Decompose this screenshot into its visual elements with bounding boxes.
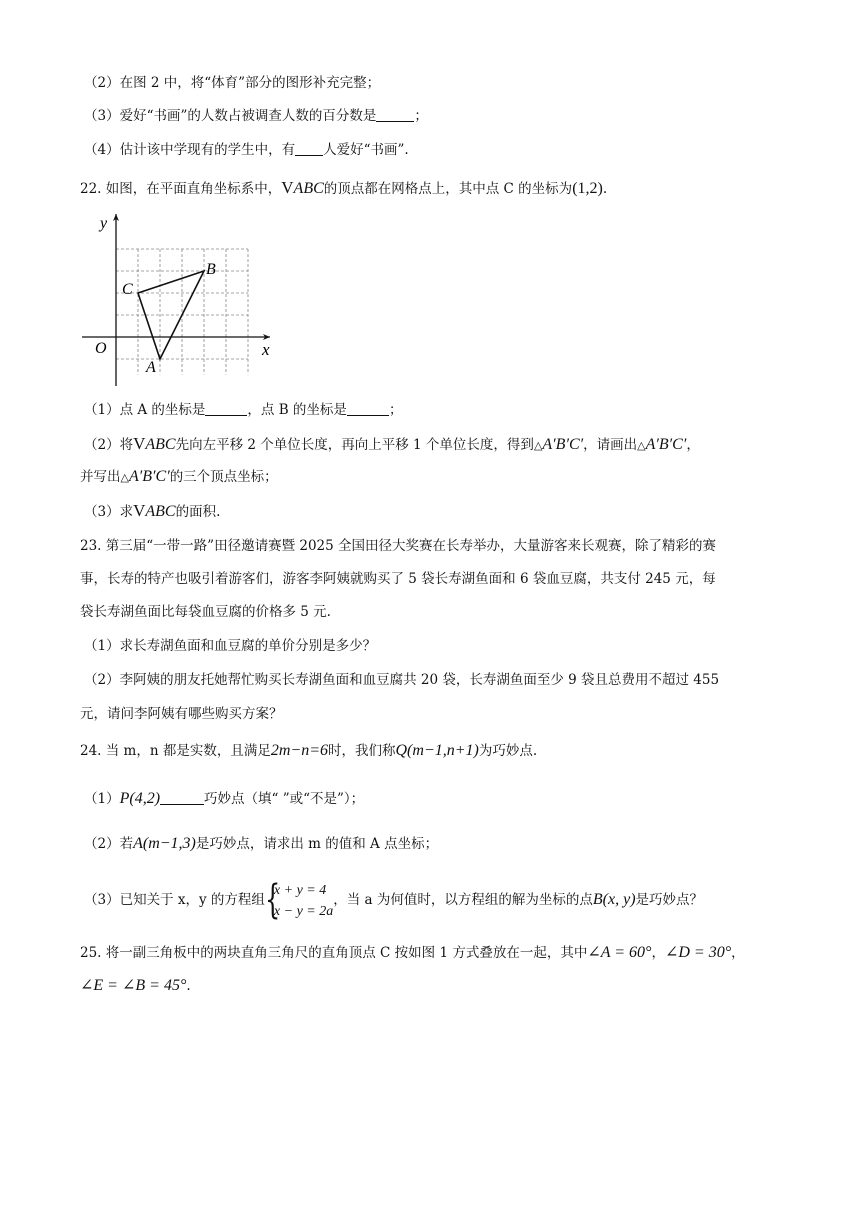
q22-part3-end: 的面积. — [175, 504, 221, 520]
q22-part1-end: ； — [388, 402, 403, 418]
q24-condition-equation: 2m−n=6 — [270, 742, 328, 759]
q25-stem-end: . — [186, 978, 191, 994]
origin-label: O — [95, 340, 107, 357]
q22-stem-text: 22. 如图，在平面直角坐标系中， — [80, 181, 282, 197]
q22-part2-text: （2）将 — [84, 437, 134, 453]
q24-stem-end: 为巧妙点. — [478, 743, 538, 759]
q22-part2-text2: 先向左平移 2 个单位长度，再向上平移 1 个单位长度，得到 — [175, 437, 534, 453]
q22-part2-cont — [80, 467, 790, 488]
point-a-expression: A(m−1,3) — [133, 835, 196, 852]
point-a-label: A — [146, 359, 156, 376]
q24-stem-text: 24. 当 m，n 都是实数，且满足 — [80, 743, 271, 759]
equation-2: x − y = 2a — [273, 903, 334, 919]
q24-part3-text2: ，当 a 为何值时，以方程组的解为坐标的点 — [333, 892, 593, 908]
equation-1: x + y = 4 — [273, 882, 327, 898]
q21-part4 — [84, 140, 790, 160]
q22-part1 — [84, 400, 790, 420]
answer-blank[interactable] — [160, 790, 204, 805]
angle-d-value: ∠D = 30° — [664, 944, 732, 961]
q25-stem-cont — [80, 976, 790, 996]
triangle-name: ABC — [145, 503, 176, 520]
triangle-prime-name: A′B′C′ — [128, 468, 170, 485]
point-q-expression: Q(m−1,n+1) — [395, 742, 479, 759]
point-c-label: C — [122, 281, 133, 298]
triangle-symbol: V — [133, 434, 146, 453]
q24-part3-end: 是巧妙点？ — [635, 892, 704, 908]
q22-stem-end: . — [602, 181, 608, 197]
x-axis-label: x — [262, 340, 270, 359]
q24-stem — [80, 741, 790, 761]
q23-line2-text: 事，长寿的特产也吸引着游客们，游客李阿姨就购买了 5 袋长寿湖鱼面和 6 袋血豆腐，共支付 245 元，每 — [80, 571, 716, 587]
triangle-prime-name: A′B′C′ — [542, 436, 584, 453]
small-triangle-symbol: △ — [533, 440, 543, 452]
triangle-name: ABC — [293, 180, 324, 197]
q25-stem-text: 25. 将一副三角板中的两块直角三角尺的直角顶点 C 按如图 1 方式叠放在一起，其中 — [80, 945, 588, 961]
separator: ， — [731, 945, 745, 961]
q24-part3 — [84, 878, 790, 922]
angle-a-value: ∠A = 60° — [587, 944, 652, 961]
q23-line2 — [80, 569, 790, 589]
q24-part3-text: （3）已知关于 x，y 的方程组 — [84, 892, 265, 908]
point-c-coordinate: (1,2) — [572, 180, 603, 197]
q23-line3-text: 袋长寿湖鱼面比每袋血豆腐的价格多 5 元. — [80, 604, 331, 620]
q24-part1-text: 巧妙点（填“ ”或“不是”）； — [204, 791, 365, 807]
q24-part2 — [84, 834, 790, 854]
q22-part2 — [84, 434, 790, 456]
answer-blank[interactable] — [295, 141, 323, 156]
q24-part2-end: 是巧妙点，请求出 m 的值和 A 点坐标； — [195, 836, 439, 852]
q24-part1-number: （1） — [84, 791, 120, 807]
q22-stem-text2: 的顶点都在网格点上，其中点 C 的坐标为 — [323, 181, 573, 197]
answer-blank[interactable] — [376, 107, 414, 122]
q22-part3 — [84, 501, 790, 522]
point-b-expression: B(x, y) — [592, 891, 636, 908]
q21-part3-text: （3）爱好“书画”的人数占被调查人数的百分数是 — [84, 108, 377, 124]
q22-part1-text: （1）点 A 的坐标是 — [84, 402, 206, 418]
q24-stem-text2: 时，我们称 — [328, 743, 396, 759]
answer-blank[interactable] — [205, 401, 247, 416]
triangle-symbol: V — [133, 501, 146, 520]
q23-part2-text: （2）李阿姨的朋友托她帮忙购买长寿湖鱼面和血豆腐共 20 袋，长寿湖鱼面至少 9 袋且总费用不超过 455 — [84, 672, 720, 688]
triangle-symbol: V — [281, 178, 294, 197]
equation-system: { x + y = 4 x − y = 2a — [264, 876, 334, 923]
q24-part2-text: （2）若 — [84, 836, 134, 852]
y-axis-label: y — [100, 215, 108, 232]
axes — [82, 214, 270, 386]
q21-part2 — [84, 73, 790, 93]
small-triangle-symbol: △ — [637, 440, 646, 452]
q22-stem — [80, 178, 790, 199]
q22-part3-text: （3）求 — [84, 504, 134, 520]
q22-part1-text2: ，点 B 的坐标是 — [247, 402, 347, 418]
q23-line1 — [80, 536, 790, 556]
q22-part2-text3: ，请画出 — [583, 437, 638, 453]
q23-part2-cont — [80, 704, 790, 724]
point-p-expression: P(4,2) — [119, 790, 161, 807]
q24-part1 — [84, 789, 790, 809]
q23-part2 — [84, 670, 790, 690]
q23-part2-cont-text: 元，请问李阿姨有哪些购买方案？ — [80, 706, 283, 722]
coordinate-grid-figure — [78, 210, 278, 390]
q22-part2-cont-end: 的三个顶点坐标； — [169, 469, 278, 485]
q21-part3-end: ； — [414, 108, 428, 124]
triangle-name: ABC — [145, 436, 176, 453]
triangle-prime-name: A′B′C′ — [645, 436, 687, 453]
q22-part2-end: ， — [686, 437, 700, 453]
grid-lines — [116, 249, 248, 374]
q25-stem — [80, 943, 790, 963]
separator: ， — [651, 945, 665, 961]
q23-line1-text: 23. 第三届“一带一路”田径邀请赛暨 2025 全国田径大奖赛在长寿举办，大量游客来长观赛，除了精彩的赛 — [80, 538, 717, 554]
answer-blank[interactable] — [347, 401, 389, 416]
q22-part2-cont-text: 并写出 — [80, 469, 121, 485]
q23-line3 — [80, 602, 790, 622]
q21-part4-end: 人爱好“书画”. — [323, 142, 409, 158]
q23-part1 — [84, 636, 790, 656]
point-b-label: B — [206, 261, 216, 278]
q23-part1-text: （1）求长寿湖鱼面和血豆腐的单价分别是多少？ — [84, 638, 377, 654]
small-triangle-symbol: △ — [120, 472, 129, 484]
angle-e-b-value: ∠E = ∠B = 45° — [80, 977, 187, 994]
q21-part3 — [84, 106, 790, 126]
q21-part2-text: （2）在图 2 中，将“体育”部分的图形补充完整； — [84, 75, 381, 91]
q21-part4-text: （4）估计该中学现有的学生中，有 — [84, 142, 296, 158]
